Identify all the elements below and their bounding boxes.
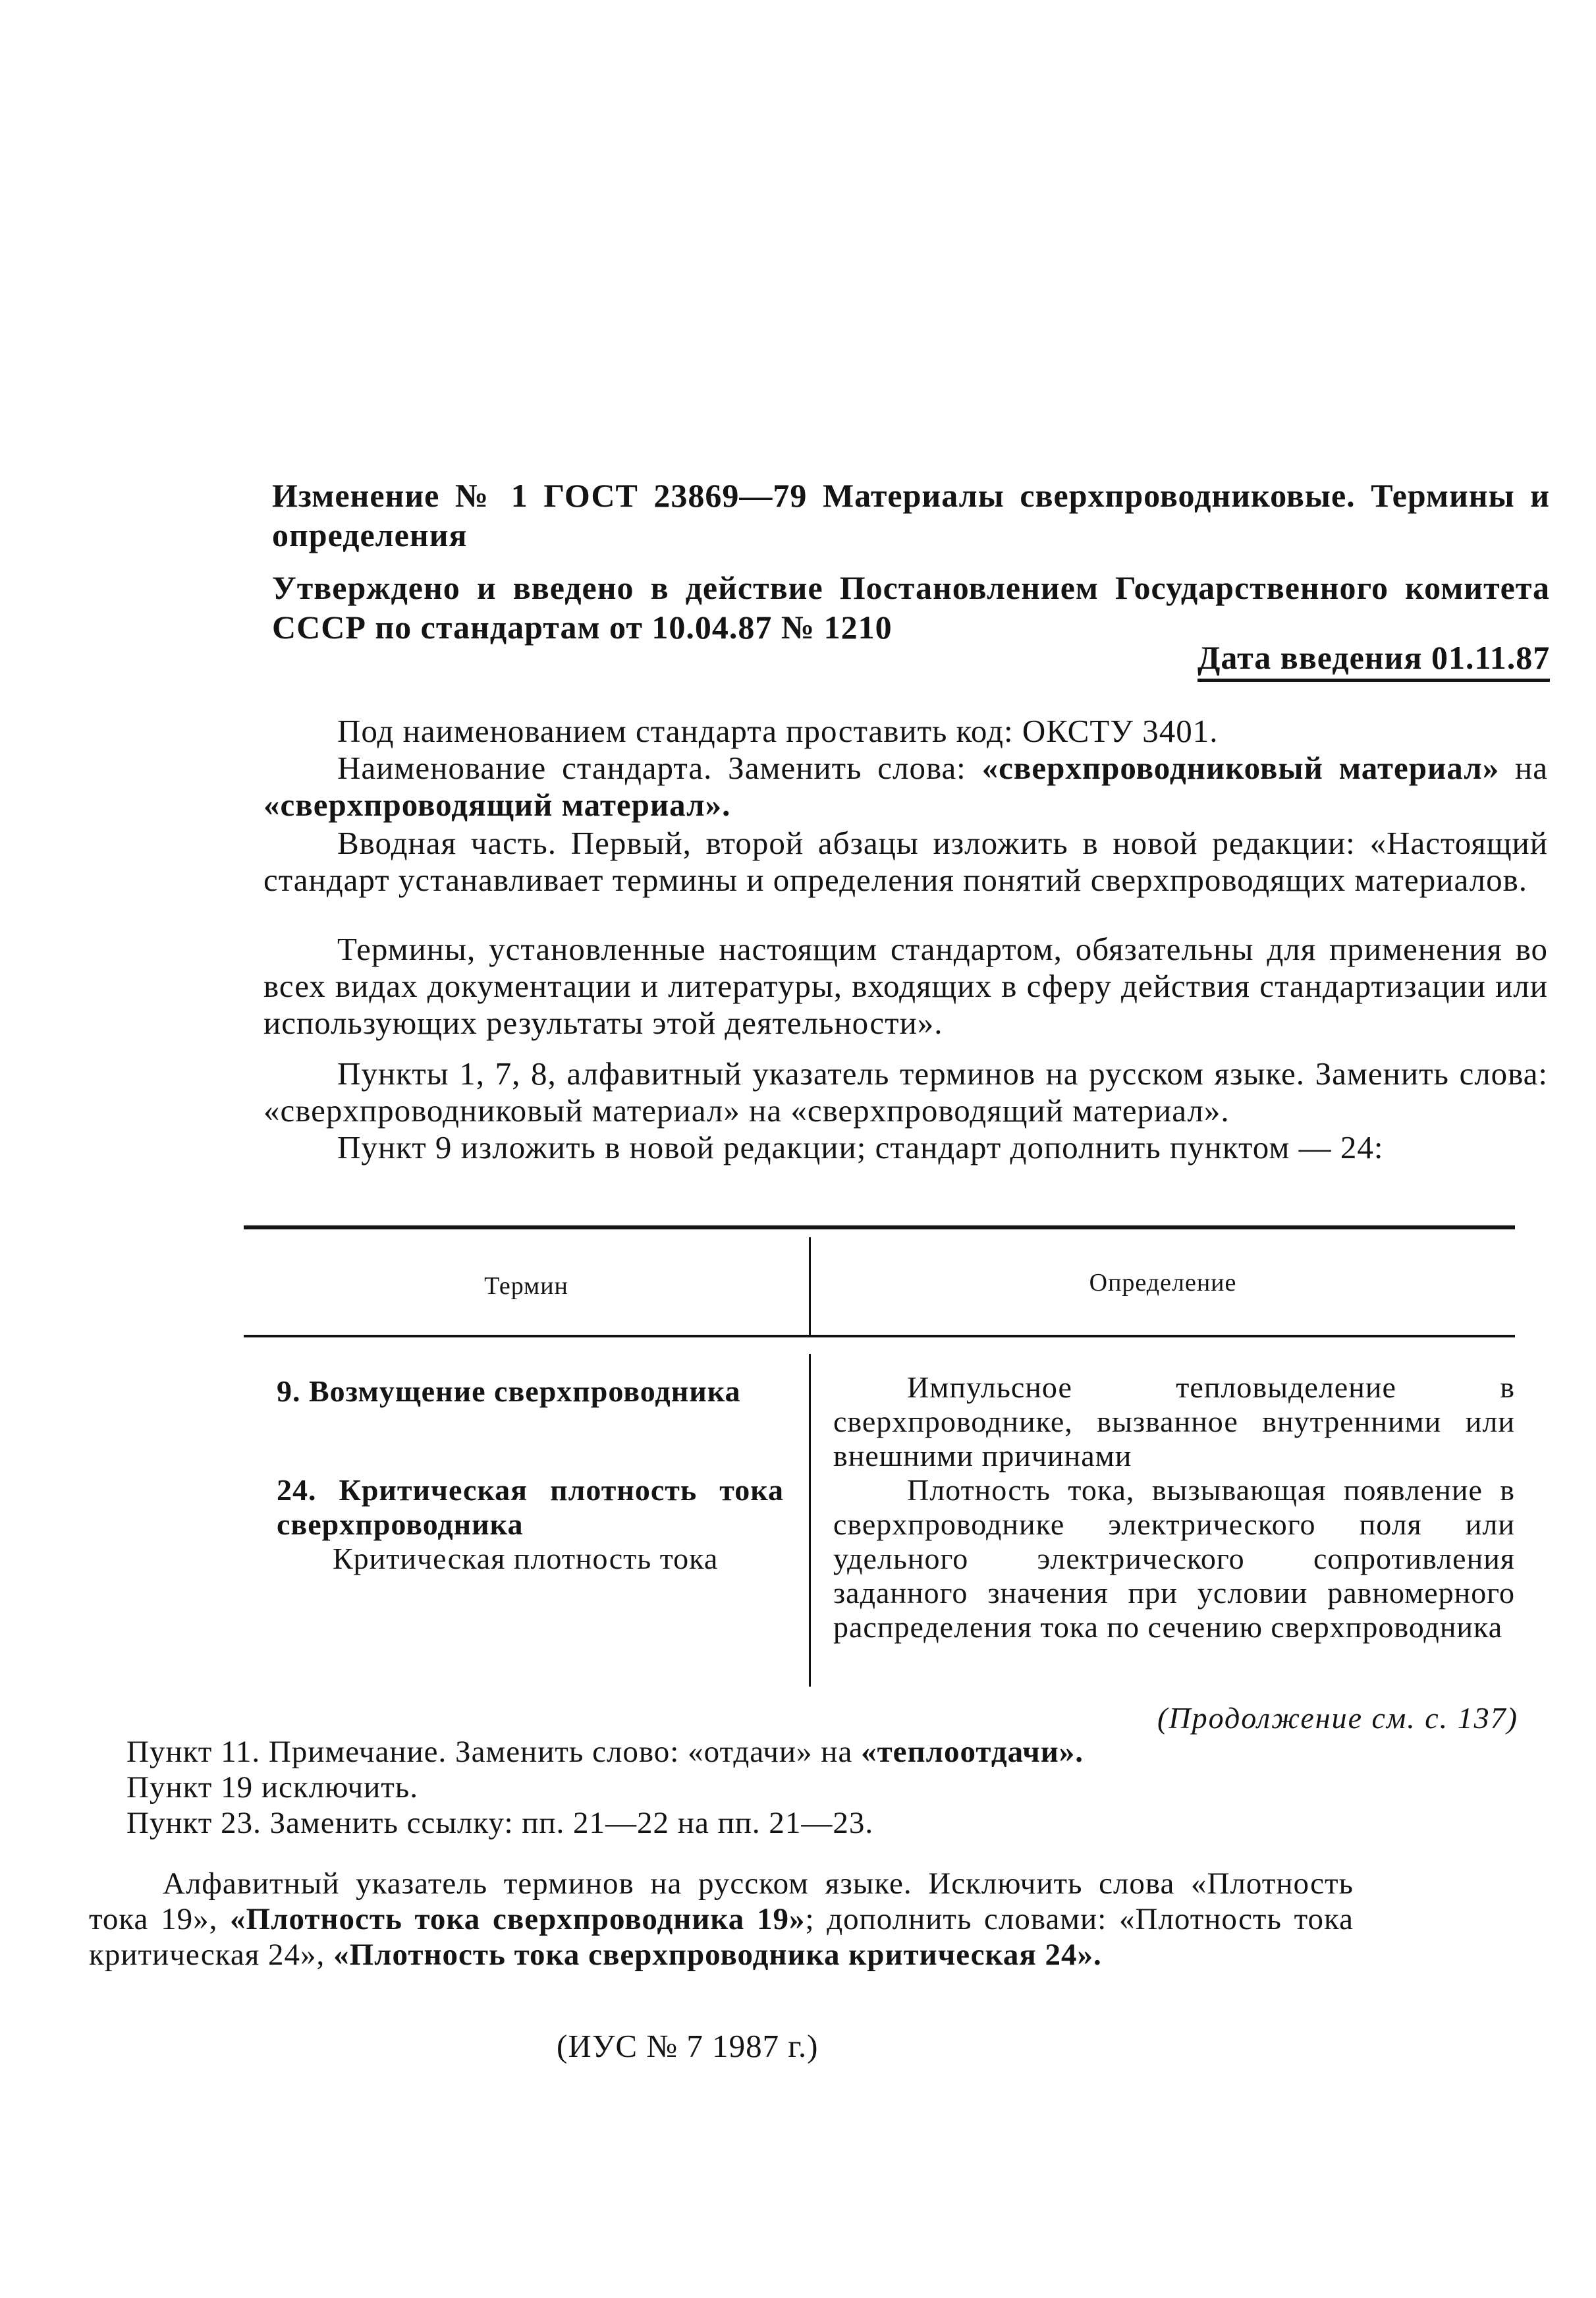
effective-date-underline xyxy=(1197,679,1550,682)
table-header-term: Термин xyxy=(484,1272,568,1300)
approval-statement: Утверждено и введено в действие Постановлением Государственного комитета СССР по стандартам от 10.04.87 № 1210 xyxy=(272,569,1550,646)
table-row-definition: Импульсное тепловыделение в сверхпроводнике, вызванное внутренними или внешними причинами xyxy=(833,1370,1515,1472)
effective-date: Дата введения 01.11.87 xyxy=(1197,639,1551,676)
p2-text-a: Наименование стандарта. Заменить слова: xyxy=(337,750,982,786)
table-body-divider xyxy=(809,1354,811,1687)
p2-text-c: на xyxy=(1499,750,1548,786)
index-removed-term: «Плотность тока сверхпроводника 19» xyxy=(230,1902,806,1936)
paragraph-terms-mandatory: Термины, установленные настоящим стандартом, обязательны для применения во всех видах документации и литературы, входящих в сферу действия стандартизации или использующих результаты этой деятельности». xyxy=(263,931,1548,1041)
table-row-term: 24. Критическая плотность тока сверхпроводника xyxy=(277,1473,784,1541)
paragraph-alphabetical-index xyxy=(89,1866,1354,1973)
a1-new-word: «теплоотдачи». xyxy=(861,1735,1084,1769)
continuation-note: (Продолжение см. с. 137) xyxy=(1157,1701,1518,1735)
amendment-title: Изменение № 1 ГОСТ 23869—79 Материалы сверхпроводниковые. Термины и определения xyxy=(272,477,1550,553)
paragraph-item-19: Пункт 19 исключить. xyxy=(126,1770,418,1805)
paragraph-item-9: Пункт 9 изложить в новой редакции; стандарт дополнить пунктом — 24: xyxy=(337,1129,1384,1165)
table-row-term: 9. Возмущение сверхпроводника xyxy=(277,1374,741,1408)
paragraph-item-23: Пункт 23. Заменить ссылку: пп. 21—22 на пп. 21—23. xyxy=(126,1806,874,1840)
table-header-rule xyxy=(244,1335,1515,1337)
source-reference: (ИУС № 7 1987 г.) xyxy=(557,2028,819,2064)
paragraph-standard-name xyxy=(263,750,1548,824)
paragraph-okstu: Под наименованием стандарта проставить код: ОКСТУ 3401. xyxy=(337,713,1219,749)
p2-new-term: «сверхпроводящий материал». xyxy=(263,787,731,823)
index-text-c: ; дополнить словами: «Плотность тока критическая 24», xyxy=(89,1902,1354,1972)
index-added-term: «Плотность тока сверхпроводника критическая 24». xyxy=(333,1938,1102,1972)
table-row-term-short: Критическая плотность тока xyxy=(333,1542,719,1575)
paragraph-items-1-7-8: Пункты 1, 7, 8, алфавитный указатель терминов на русском языке. Заменить слова: «сверхпроводниковый материал» на «сверхпроводящий материал». xyxy=(263,1055,1548,1129)
table-top-rule xyxy=(244,1225,1515,1229)
index-text-a: Алфавитный указатель терминов на русском языке. Исключить слова «Плотность тока 19», xyxy=(89,1866,1354,1936)
a1-text-a: Пункт 11. Примечание. Заменить слово: «отдачи» на xyxy=(126,1735,862,1769)
table-row-definition: Плотность тока, вызывающая появление в сверхпроводнике электрического поля или удельного электрического сопротивления заданного значения при условии равномерного распределения тока по сечению сверхпроводника xyxy=(833,1473,1515,1644)
paragraph-intro: Вводная часть. Первый, второй абзацы изложить в новой редакции: «Настоящий стандарт устанавливает термины и определения понятий сверхпроводящих материалов. xyxy=(263,825,1548,898)
paragraph-item-11 xyxy=(126,1734,1411,1770)
p2-old-term: «сверхпроводниковый материал» xyxy=(981,750,1500,786)
table-header-definition: Определение xyxy=(1089,1269,1237,1297)
